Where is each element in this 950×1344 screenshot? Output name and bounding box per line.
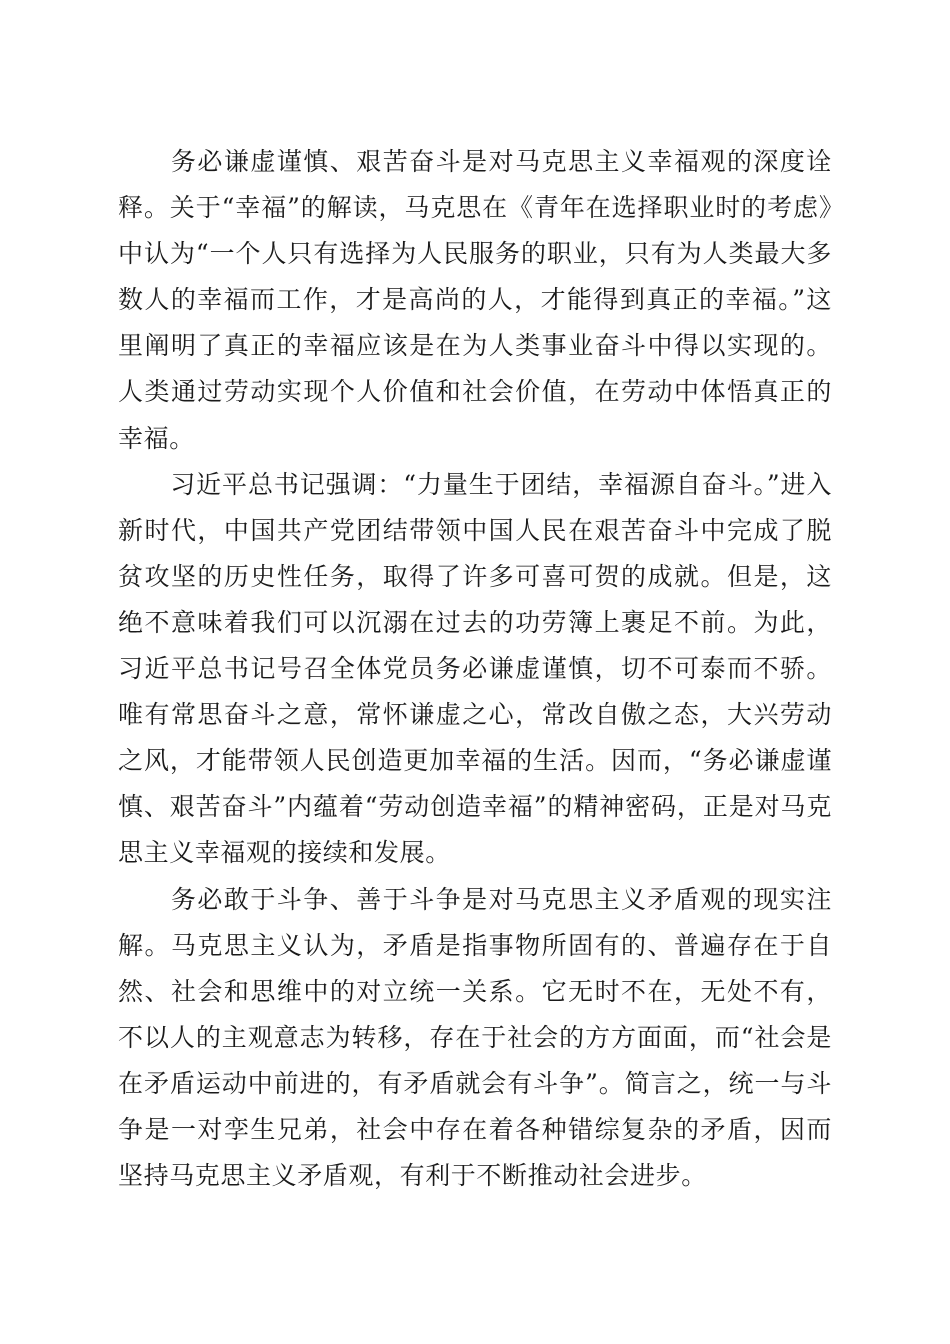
paragraph-text: 务必敢于斗争、善于斗争是对马克思主义矛盾观的现实注解。马克思主义认为，矛盾是指事物所固有的、普遍存在于自然、社会和思维中的对立统一关系。它无时不在，无处不有，不以人的主观意志为转移，存在于社会的方方面面，而“社会是在矛盾运动中前进的，有矛盾就会有斗争”。简言之，统一与斗争是一对孪生兄弟，社会中存在着各种错综复杂的矛盾，因而坚持马克思主义矛盾观，有利于不断推动社会进步。 bbox=[118, 884, 832, 1191]
paragraph-text: 务必谦虚谨慎、艰苦奋斗是对马克思主义幸福观的深度诠释。关于“幸福”的解读，马克思在《青年在选择职业时的考虑》中认为“一个人只有选择为人民服务的职业，只有为人类最大多数人的幸福而工作，才是高尚的人，才能得到真正的幸福。”这里阐明了真正的幸福应该是在为人类事业奋斗中得以实现的。人类通过劳动实现个人价值和社会价值，在劳动中体悟真正的幸福。 bbox=[118, 147, 832, 453]
paragraph-contradiction-view bbox=[118, 877, 832, 1200]
paragraph-text: 习近平总书记强调：“力量生于团结，幸福源自奋斗。”进入新时代，中国共产党团结带领中国人民在艰苦奋斗中完成了脱贫攻坚的历史性任务，取得了许多可喜可贺的成就。但是，这绝不意味着我们可以沉溺在过去的功劳簿上裹足不前。为此，习近平总书记号召全体党员务必谦虚谨慎，切不可泰而不骄。唯有常思奋斗之意，常怀谦虚之心，常改自傲之态，大兴劳动之风，才能带领人民创造更加幸福的生活。因而，“务必谦虚谨慎、艰苦奋斗”内蕴着“劳动创造幸福”的精神密码，正是对马克思主义幸福观的接续和发展。 bbox=[118, 469, 832, 868]
document-page bbox=[118, 139, 832, 1199]
paragraph-happiness-view bbox=[118, 139, 832, 462]
paragraph-struggle-happiness bbox=[118, 462, 832, 877]
